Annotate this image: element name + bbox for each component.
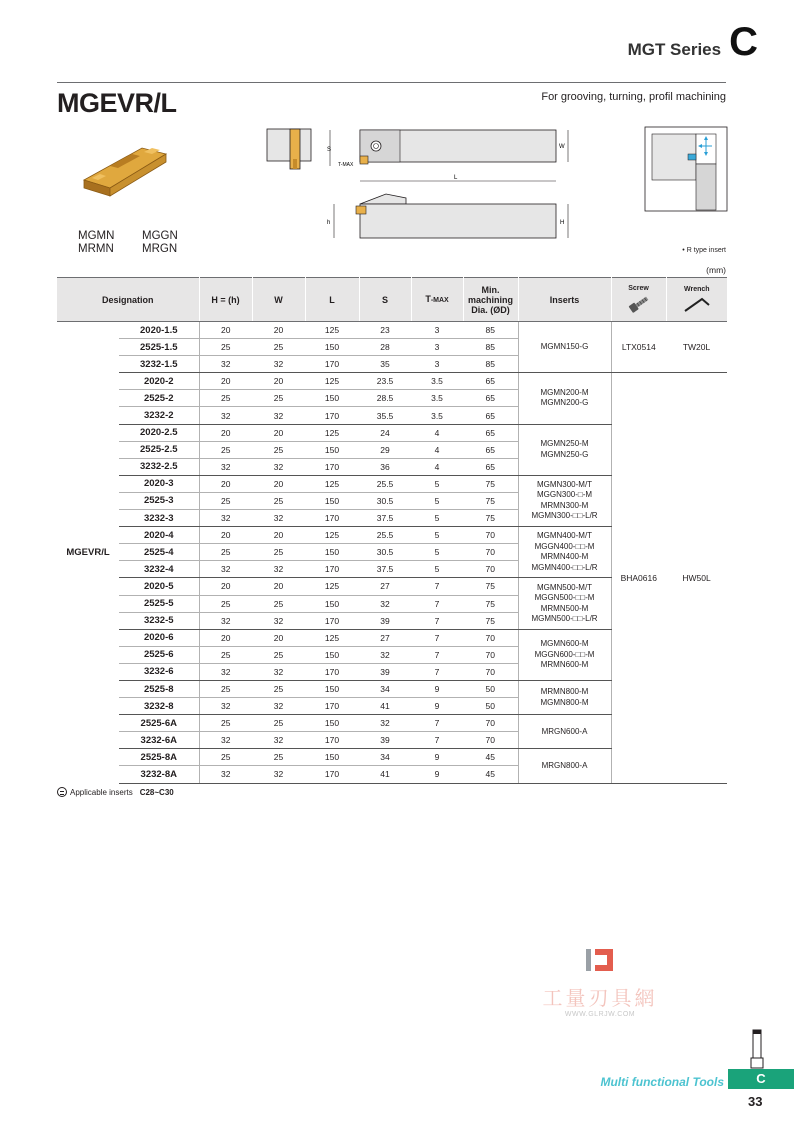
col-l: L — [305, 278, 359, 322]
cell-s: 36 — [359, 458, 411, 475]
cell-t: 5 — [411, 510, 463, 527]
cell-w: 32 — [252, 612, 305, 629]
cell-l: 150 — [305, 646, 359, 663]
col-min-dia — [463, 278, 518, 322]
cell-w: 25 — [252, 390, 305, 407]
cell-h: 32 — [199, 766, 252, 783]
cell-w: 25 — [252, 339, 305, 356]
cell-l: 125 — [305, 373, 359, 390]
insert-label: MGGN — [142, 230, 178, 242]
cell-h: 20 — [199, 578, 252, 595]
cell-w: 20 — [252, 527, 305, 544]
designation-cell: 3232-5 — [119, 612, 199, 629]
cell-l: 170 — [305, 407, 359, 424]
designation-cell: 3232-2.5 — [119, 458, 199, 475]
cell-l: 150 — [305, 544, 359, 561]
series-name: MGT Series — [627, 40, 722, 59]
designation-cell: 2525-8 — [119, 680, 199, 697]
cell-l: 170 — [305, 698, 359, 715]
footer-section-tab: C — [728, 1069, 794, 1089]
col-wrench — [666, 278, 727, 322]
cell-d: 70 — [463, 527, 518, 544]
spec-table — [57, 277, 727, 784]
cell-w: 20 — [252, 373, 305, 390]
cell-s: 34 — [359, 749, 411, 766]
header-rule — [57, 82, 726, 83]
cell-h: 25 — [199, 339, 252, 356]
cell-h: 25 — [199, 441, 252, 458]
insert-code: MGMN400-M/T — [536, 531, 593, 541]
insert-code: MRMN300-M — [540, 500, 589, 510]
inserts-cell — [518, 680, 611, 714]
watermark — [530, 945, 670, 1018]
designation-cell: 2020-2 — [119, 373, 199, 390]
insert-code: MGMN600-M — [540, 639, 589, 649]
watermark-url: WWW.GLRJW.COM — [564, 1011, 636, 1018]
cell-t: 4 — [411, 441, 463, 458]
dim-l-label: L — [454, 175, 458, 181]
cell-h: 32 — [199, 356, 252, 373]
cell-t: 7 — [411, 629, 463, 646]
front-view-drawing — [266, 127, 316, 173]
cell-s: 28 — [359, 339, 411, 356]
cell-l: 170 — [305, 458, 359, 475]
cell-t: 5 — [411, 561, 463, 578]
cell-l: 150 — [305, 680, 359, 697]
cell-w: 20 — [252, 424, 305, 441]
cell-s: 32 — [359, 715, 411, 732]
cell-s: 35 — [359, 356, 411, 373]
footer-category: Multi functional Tools — [600, 1075, 724, 1089]
cell-t: 7 — [411, 612, 463, 629]
reference-icon — [57, 787, 67, 797]
cell-l: 125 — [305, 424, 359, 441]
bottom-view-drawing — [326, 188, 576, 244]
designation-cell: 2525-6A — [119, 715, 199, 732]
cell-s: 41 — [359, 698, 411, 715]
cell-h: 32 — [199, 612, 252, 629]
r-type-note: • R type insert — [682, 247, 726, 254]
cell-w: 32 — [252, 356, 305, 373]
cell-h: 20 — [199, 373, 252, 390]
cell-h: 25 — [199, 749, 252, 766]
cell-t: 3.5 — [411, 407, 463, 424]
dim-s-label: S — [327, 147, 332, 153]
cell-h: 32 — [199, 663, 252, 680]
table-row — [57, 373, 727, 390]
dim-H-label: H — [560, 220, 565, 226]
cell-w: 25 — [252, 646, 305, 663]
machining-direction-icon — [644, 126, 728, 212]
watermark-text: 工量刃具網 — [542, 986, 658, 1010]
cell-s: 25.5 — [359, 527, 411, 544]
cell-s: 41 — [359, 766, 411, 783]
cell-w: 32 — [252, 407, 305, 424]
cell-d: 70 — [463, 646, 518, 663]
col-w: W — [252, 278, 305, 322]
cell-h: 32 — [199, 407, 252, 424]
wrench-cell: TW20L — [666, 322, 727, 373]
cell-s: 35.5 — [359, 407, 411, 424]
designation-cell: 2525-2 — [119, 390, 199, 407]
designation-cell: 3232-3 — [119, 510, 199, 527]
insert-code: MGGN500-□□-M — [534, 593, 595, 603]
applicable-inserts-note — [57, 787, 174, 797]
cell-d: 65 — [463, 441, 518, 458]
designation-cell: 2525-3 — [119, 492, 199, 509]
cell-s: 23.5 — [359, 373, 411, 390]
insert-code: MGMN200-M — [540, 387, 589, 397]
cell-d: 75 — [463, 595, 518, 612]
cell-t: 4 — [411, 458, 463, 475]
inserts-cell — [518, 373, 611, 424]
cell-l: 150 — [305, 492, 359, 509]
col-min-dia-line3: Dia. (ØD) — [471, 304, 510, 315]
cell-d: 45 — [463, 749, 518, 766]
insert-code: MGMN250-M — [540, 439, 589, 449]
cell-s: 39 — [359, 612, 411, 629]
insert-image — [80, 140, 170, 200]
designation-cell: 2525-2.5 — [119, 441, 199, 458]
cell-s: 28.5 — [359, 390, 411, 407]
cell-d: 70 — [463, 561, 518, 578]
cell-t: 9 — [411, 680, 463, 697]
cell-w: 25 — [252, 595, 305, 612]
insert-code: MRGN800-A — [541, 760, 588, 770]
cell-h: 25 — [199, 390, 252, 407]
inserts-cell — [518, 322, 611, 373]
dim-h-label: h — [327, 220, 331, 226]
cell-h: 32 — [199, 732, 252, 749]
insert-code: MGMN500-□□-L/R — [531, 614, 598, 624]
cell-t: 5 — [411, 527, 463, 544]
cell-l: 125 — [305, 475, 359, 492]
insert-code: MGMN300-□□-L/R — [531, 511, 598, 521]
inserts-cell — [518, 578, 611, 629]
designation-cell: 3232-6A — [119, 732, 199, 749]
insert-code: MGMN500-M/T — [536, 582, 593, 592]
cell-w: 32 — [252, 766, 305, 783]
cell-d: 65 — [463, 458, 518, 475]
cell-l: 150 — [305, 390, 359, 407]
cell-d: 75 — [463, 492, 518, 509]
inserts-cell — [518, 424, 611, 475]
designation-cell: 3232-8A — [119, 766, 199, 783]
cell-l: 125 — [305, 527, 359, 544]
cell-d: 70 — [463, 663, 518, 680]
col-wrench-label: Wrench — [683, 285, 710, 293]
page-subtitle: For grooving, turning, profil machining — [541, 91, 726, 103]
cell-s: 32 — [359, 646, 411, 663]
designation-cell: 2020-2.5 — [119, 424, 199, 441]
cell-w: 32 — [252, 698, 305, 715]
cell-w: 32 — [252, 663, 305, 680]
col-tmax — [411, 278, 463, 322]
cell-t: 3.5 — [411, 373, 463, 390]
cell-d: 65 — [463, 407, 518, 424]
page-title: MGEVR/L — [57, 88, 177, 118]
insert-code: MRGN600-A — [541, 726, 588, 736]
cell-s: 37.5 — [359, 510, 411, 527]
cell-d: 50 — [463, 680, 518, 697]
cell-s: 39 — [359, 732, 411, 749]
col-screw-label: Screw — [628, 284, 649, 292]
designation-cell: 2525-5 — [119, 595, 199, 612]
wrench-cell: HW50L — [666, 373, 727, 783]
cell-l: 150 — [305, 715, 359, 732]
cell-d: 75 — [463, 510, 518, 527]
cell-d: 65 — [463, 373, 518, 390]
cell-d: 75 — [463, 612, 518, 629]
screw-cell: BHA0616 — [611, 373, 666, 783]
table-header-row — [57, 278, 727, 322]
cell-d: 65 — [463, 424, 518, 441]
designation-cell: 2020-6 — [119, 629, 199, 646]
cell-t: 4 — [411, 424, 463, 441]
cell-h: 32 — [199, 458, 252, 475]
cell-l: 170 — [305, 766, 359, 783]
cell-d: 70 — [463, 732, 518, 749]
cell-w: 20 — [252, 322, 305, 339]
insert-label: MRGN — [142, 242, 178, 255]
cell-t: 7 — [411, 663, 463, 680]
series-letter: C — [729, 20, 758, 64]
screw-icon — [626, 294, 652, 314]
insert-code: MRMN400-M — [540, 552, 589, 562]
col-tmax-t: T — [425, 293, 431, 304]
cell-w: 25 — [252, 680, 305, 697]
cell-h: 20 — [199, 424, 252, 441]
cell-l: 170 — [305, 510, 359, 527]
cell-s: 29 — [359, 441, 411, 458]
insert-type-labels — [78, 230, 202, 255]
designation-cell: 2020-3 — [119, 475, 199, 492]
insert-code: MGGN400-□□-M — [534, 541, 595, 551]
col-s: S — [359, 278, 411, 322]
cell-w: 20 — [252, 578, 305, 595]
cell-s: 34 — [359, 680, 411, 697]
unit-label: (mm) — [706, 265, 726, 275]
applicable-label: Applicable inserts — [70, 787, 133, 797]
cell-w: 25 — [252, 715, 305, 732]
dim-w-label: W — [559, 144, 565, 150]
side-view-drawing — [326, 126, 576, 188]
cell-w: 32 — [252, 561, 305, 578]
cell-t: 5 — [411, 544, 463, 561]
insert-code: MGMN200-G — [540, 398, 589, 408]
cell-h: 25 — [199, 715, 252, 732]
designation-cell: 3232-8 — [119, 698, 199, 715]
cell-h: 32 — [199, 561, 252, 578]
cell-h: 25 — [199, 680, 252, 697]
insert-code: MGMN150-G — [540, 341, 589, 351]
cell-l: 150 — [305, 749, 359, 766]
cell-d: 75 — [463, 475, 518, 492]
cell-h: 25 — [199, 544, 252, 561]
cell-w: 25 — [252, 544, 305, 561]
inserts-cell — [518, 629, 611, 680]
designation-cell: 2525-6 — [119, 646, 199, 663]
cell-w: 32 — [252, 458, 305, 475]
screw-cell: LTX0514 — [611, 322, 666, 373]
designation-cell: 2525-8A — [119, 749, 199, 766]
designation-cell: 2020-5 — [119, 578, 199, 595]
cell-t: 9 — [411, 749, 463, 766]
cell-d: 45 — [463, 766, 518, 783]
cell-s: 32 — [359, 595, 411, 612]
insert-code: MGMN800-M — [540, 697, 589, 707]
cell-h: 25 — [199, 492, 252, 509]
col-h: H = (h) — [199, 278, 252, 322]
insert-code: MGGN600-□□-M — [534, 649, 595, 659]
cell-l: 170 — [305, 356, 359, 373]
cell-l: 150 — [305, 595, 359, 612]
watermark-logo — [583, 945, 617, 975]
cell-h: 25 — [199, 646, 252, 663]
col-min-dia-line1: Min. — [481, 284, 500, 295]
cell-t: 7 — [411, 732, 463, 749]
tool-icon — [748, 1028, 766, 1070]
cell-t: 5 — [411, 475, 463, 492]
insert-code: MRMN600-M — [540, 660, 589, 670]
cell-w: 25 — [252, 749, 305, 766]
cell-d: 85 — [463, 339, 518, 356]
cell-h: 32 — [199, 698, 252, 715]
cell-w: 20 — [252, 629, 305, 646]
col-designation: Designation — [57, 278, 199, 322]
cell-h: 20 — [199, 629, 252, 646]
cell-t: 7 — [411, 715, 463, 732]
cell-h: 32 — [199, 510, 252, 527]
cell-h: 20 — [199, 527, 252, 544]
wrench-icon — [682, 295, 712, 313]
col-tmax-sub: -MAX — [430, 296, 449, 304]
cell-h: 25 — [199, 595, 252, 612]
cell-t: 7 — [411, 646, 463, 663]
inserts-cell — [518, 715, 611, 749]
cell-l: 170 — [305, 612, 359, 629]
cell-s: 25.5 — [359, 475, 411, 492]
cell-w: 25 — [252, 441, 305, 458]
cell-d: 70 — [463, 715, 518, 732]
inserts-cell — [518, 475, 611, 526]
cell-l: 125 — [305, 629, 359, 646]
insert-code: MGGN300-□-M — [536, 490, 593, 500]
cell-l: 170 — [305, 732, 359, 749]
inserts-cell — [518, 527, 611, 578]
cell-w: 32 — [252, 510, 305, 527]
insert-label: MGMN — [78, 230, 115, 242]
cell-l: 150 — [305, 339, 359, 356]
cell-l: 125 — [305, 578, 359, 595]
col-min-dia-line2: machining — [468, 294, 514, 305]
cell-t: 3 — [411, 322, 463, 339]
designation-cell: 2020-1.5 — [119, 322, 199, 339]
col-screw — [611, 278, 666, 322]
cell-t: 9 — [411, 698, 463, 715]
insert-code: MGMN300-M/T — [536, 479, 593, 489]
designation-cell: 2525-1.5 — [119, 339, 199, 356]
cell-t: 5 — [411, 492, 463, 509]
cell-h: 20 — [199, 322, 252, 339]
cell-s: 37.5 — [359, 561, 411, 578]
table-row — [57, 322, 727, 339]
series-header — [628, 22, 758, 62]
cell-t: 7 — [411, 595, 463, 612]
designation-cell: 3232-1.5 — [119, 356, 199, 373]
cell-w: 20 — [252, 475, 305, 492]
cell-s: 27 — [359, 629, 411, 646]
insert-code: MRMN800-M — [540, 687, 589, 697]
cell-t: 7 — [411, 578, 463, 595]
cell-t: 9 — [411, 766, 463, 783]
insert-code: MGMN250-G — [540, 449, 589, 459]
insert-label: MRMN — [78, 242, 114, 255]
cell-d: 50 — [463, 698, 518, 715]
cell-w: 25 — [252, 492, 305, 509]
col-inserts: Inserts — [518, 278, 611, 322]
cell-t: 3 — [411, 339, 463, 356]
cell-t: 3 — [411, 356, 463, 373]
designation-cell: 3232-4 — [119, 561, 199, 578]
cell-s: 27 — [359, 578, 411, 595]
cell-s: 30.5 — [359, 544, 411, 561]
cell-d: 70 — [463, 544, 518, 561]
insert-code: MRMN500-M — [540, 603, 589, 613]
cell-d: 65 — [463, 390, 518, 407]
designation-cell: 2020-4 — [119, 527, 199, 544]
designation-cell: 3232-6 — [119, 663, 199, 680]
insert-code: MGMN400-□□-L/R — [531, 562, 598, 572]
applicable-pages: C28~C30 — [139, 787, 174, 797]
cell-s: 30.5 — [359, 492, 411, 509]
cell-s: 39 — [359, 663, 411, 680]
cell-l: 170 — [305, 561, 359, 578]
cell-l: 150 — [305, 441, 359, 458]
cell-d: 70 — [463, 629, 518, 646]
cell-l: 170 — [305, 663, 359, 680]
designation-cell: 3232-2 — [119, 407, 199, 424]
inserts-cell — [518, 749, 611, 783]
cell-l: 125 — [305, 322, 359, 339]
cell-d: 75 — [463, 578, 518, 595]
cell-h: 20 — [199, 475, 252, 492]
cell-t: 3.5 — [411, 390, 463, 407]
cell-w: 32 — [252, 732, 305, 749]
cell-d: 85 — [463, 356, 518, 373]
model-name: MGEVR/L — [66, 547, 110, 559]
cell-s: 24 — [359, 424, 411, 441]
page-number: 33 — [748, 1094, 763, 1109]
designation-cell: 2525-4 — [119, 544, 199, 561]
cell-d: 85 — [463, 322, 518, 339]
cell-s: 23 — [359, 322, 411, 339]
dim-tmax-label: T-MAX — [338, 162, 354, 168]
